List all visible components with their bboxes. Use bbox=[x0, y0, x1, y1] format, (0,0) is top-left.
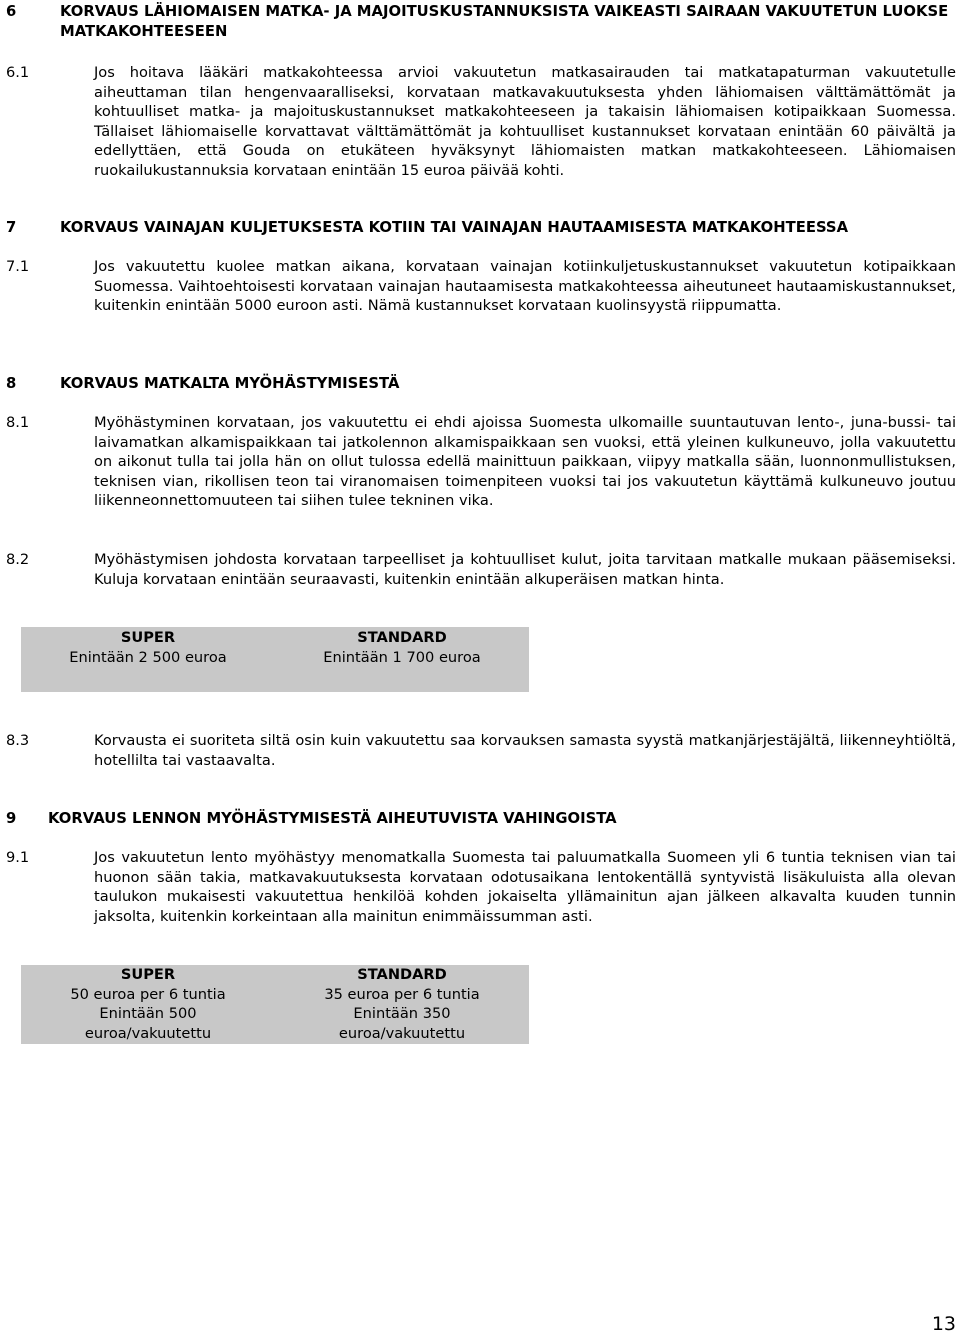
standard-column bbox=[275, 965, 529, 1044]
paragraph-text: Myöhästyminen korvataan, jos vakuutettu ei ehdi ajoissa Suomesta ulkomaille suuntautuvan lento-, juna-bussi- tai laivamatkan alkamispaikkaan tai jatkolennon alkamispaikkaan sen vuoksi, että yleinen kulkuneuvo, jolla vakuutettu on aikonut tulla tai jolla hän on ollut tulossa edellä mainittuun paikkaan, viipyy matkalla sään, luonnonmullistuksen, teknisen vian, rikollisen teon tai viranomaisen toimenpiteen vuoksi tai jos vakuutetun käyttämä kulkuneuvo joutuu liikenneonnettomuuteen tai siihen tulee tekninen vika. bbox=[94, 414, 956, 510]
section-6-heading bbox=[6, 2, 954, 41]
section-7-heading bbox=[6, 218, 954, 238]
column-value: Enintään 500 bbox=[99, 1005, 197, 1023]
paragraph-8-2 bbox=[6, 550, 956, 589]
paragraph-text: Myöhästymisen johdosta korvataan tarpeelliset ja kohtuulliset kulut, joita tarvitaan matkalle mukaan pääsemiseksi. Kuluja korvataan enintään seuraavasti, kuitenkin enintään alkuperäisen matkan hinta. bbox=[94, 551, 956, 588]
column-value: 50 euroa per 6 tuntia bbox=[70, 985, 226, 1003]
column-value: 35 euroa per 6 tuntia bbox=[324, 985, 480, 1003]
paragraph-text: Korvausta ei suoriteta siltä osin kuin vakuutettu saa korvauksen samasta syystä matkanjärjestäjältä, liikenneyhtiöltä, hotellilta tai vastaavalta. bbox=[94, 732, 956, 769]
paragraph-text: Jos vakuutettu kuolee matkan aikana, korvataan vainajan kotiinkuljetuskustannukset vakuutetun kotipaikkaan Suomessa. Vaihtoehtoisesti korvataan vainajan hautaamisesta matkakohteessa aiheutuneet hautaamiskustannukset, kuitenkin enintään 5000 euroon asti. Nämä kustannukset korvataan kuolinsyystä riippumatta. bbox=[94, 258, 956, 315]
standard-column bbox=[275, 628, 529, 692]
column-heading: SUPER bbox=[120, 629, 176, 646]
paragraph-number: 7.1 bbox=[6, 258, 30, 275]
column-value: euroa/vakuutettu bbox=[84, 1024, 212, 1042]
column-heading: STANDARD bbox=[357, 966, 447, 983]
column-heading: STANDARD bbox=[357, 629, 447, 646]
limits-table-9-1 bbox=[21, 965, 529, 1044]
section-title: KORVAUS LÄHIOMAISEN MATKA- JA MAJOITUSKUSTANNUKSISTA VAIKEASTI SAIRAAN VAKUUTETUN LUOKSE MATKAKOHTEESEEN bbox=[60, 3, 949, 40]
section-8-heading bbox=[6, 374, 954, 394]
super-column bbox=[21, 965, 275, 1044]
paragraph-number: 6.1 bbox=[6, 64, 30, 81]
paragraph-9-1 bbox=[6, 848, 956, 926]
paragraph-8-3 bbox=[6, 731, 956, 770]
paragraph-text: Jos vakuutetun lento myöhästyy menomatkalla Suomesta tai paluumatkalla Suomeen yli 6 tuntia teknisen vian tai huonon sään takia, matkavakuutuksesta korvataan odotusaikana lentokentällä syntyvistä lisäkuluista alla olevan taulukon mukaisesti vakuutettua henkilöä kohden jokaiselta yllämainitun ajan jälkeen alkavalta kuuden tunnin jaksolta, kuitenkin korkeintaan alla mainitun enimmäissumman asti. bbox=[94, 849, 956, 925]
section-number: 6 bbox=[6, 3, 17, 20]
paragraph-6-1 bbox=[6, 63, 956, 181]
section-9-heading bbox=[6, 809, 954, 829]
paragraph-7-1 bbox=[6, 257, 956, 316]
paragraph-number: 8.3 bbox=[6, 732, 30, 749]
paragraph-text: Jos hoitava lääkäri matkakohteessa arvioi vakuutetun matkasairauden tai matkatapaturman vakuutetulle aiheuttaman tilan hengenvaaralliseksi, korvataan matkavakuutuksesta yhden lähiomaisen välttämättömät ja kohtuulliset matka- ja majoituskustannukset matkakohteeseen ja takaisin lähiomaisen kotipaikkaan Suomessa. Tällaiset lähiomaiselle korvattavat välttämättömät ja kohtuulliset kustannukset korvataan enintään 60 päivältä ja edellyttäen, että Gouda on etukäteen hyväksynyt lähiomaisten matkan matkakohteeseen. Lähiomaisen ruokailukustannuksia korvataan enintään 15 euroa päivää kohti. bbox=[94, 64, 956, 179]
paragraph-8-1 bbox=[6, 413, 956, 511]
column-value: euroa/vakuutettu bbox=[338, 1024, 466, 1042]
paragraph-number: 8.2 bbox=[6, 551, 30, 568]
section-number: 8 bbox=[6, 375, 17, 392]
column-value: Enintään 2 500 euroa bbox=[69, 648, 227, 666]
limits-table-8-2 bbox=[21, 627, 529, 692]
super-column bbox=[21, 628, 275, 692]
section-number: 9 bbox=[6, 810, 17, 827]
page-number: 13 bbox=[931, 1313, 956, 1335]
column-value: Enintään 350 bbox=[353, 1005, 451, 1023]
paragraph-number: 8.1 bbox=[6, 414, 30, 431]
column-heading: SUPER bbox=[120, 966, 176, 983]
section-title: KORVAUS VAINAJAN KULJETUKSESTA KOTIIN TAI VAINAJAN HAUTAAMISESTA MATKAKOHTEESSA bbox=[60, 219, 849, 236]
section-number: 7 bbox=[6, 219, 17, 236]
paragraph-number: 9.1 bbox=[6, 849, 30, 866]
column-value: Enintään 1 700 euroa bbox=[323, 648, 481, 666]
section-title: KORVAUS MATKALTA MYÖHÄSTYMISESTÄ bbox=[60, 375, 400, 392]
section-title: KORVAUS LENNON MYÖHÄSTYMISESTÄ AIHEUTUVISTA VAHINGOISTA bbox=[48, 810, 617, 827]
